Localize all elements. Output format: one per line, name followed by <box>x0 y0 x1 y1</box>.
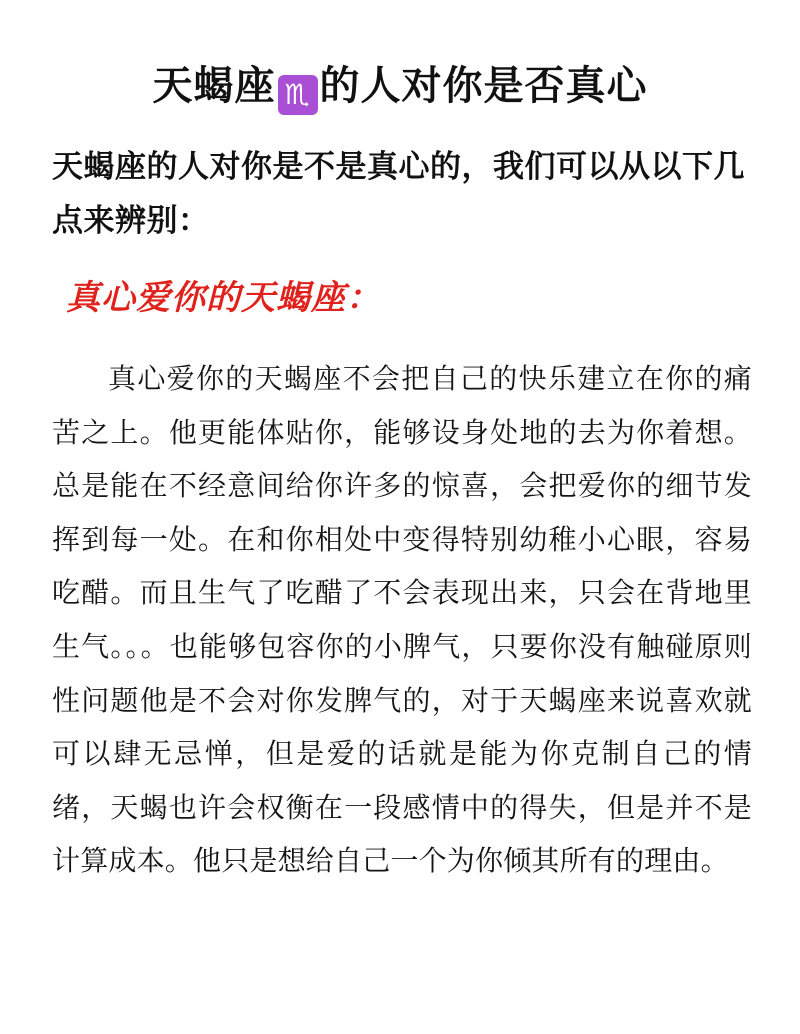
intro-paragraph: 天蝎座的人对你是不是真心的，我们可以从以下几点来辨别： <box>52 149 745 239</box>
page-title <box>0 56 800 116</box>
title-suffix: 的人对你是否真心 <box>319 63 648 109</box>
section-heading: 真心爱你的天蝎座： <box>66 278 381 318</box>
scorpio-icon: ♏ <box>278 75 318 115</box>
title-prefix: 天蝎座 <box>152 63 276 109</box>
body-paragraph: 真心爱你的天蝎座不会把自己的快乐建立在你的痛苦之上。他更能体贴你，能够设身处地的去为你着想。总是能在不经意间给你许多的惊喜，会把爱你的细节发挥到每一处。在和你相处中变得特别幼稚小心眼，容易吃醋。而且生气了吃醋了不会表现出来，只会在背地里生气。。。也能够包容你的小脾气，只要你没有触碰原则性问题他是不会对你发脾气的，对于天蝎座来说喜欢就可以肆无忌惮，但是爱的话就是能为你克制自己的情绪，天蝎也许会权衡在一段感情中的得失，但是并不是计算成本。他只是想给自己一个为你倾其所有的理由。 <box>52 362 752 878</box>
